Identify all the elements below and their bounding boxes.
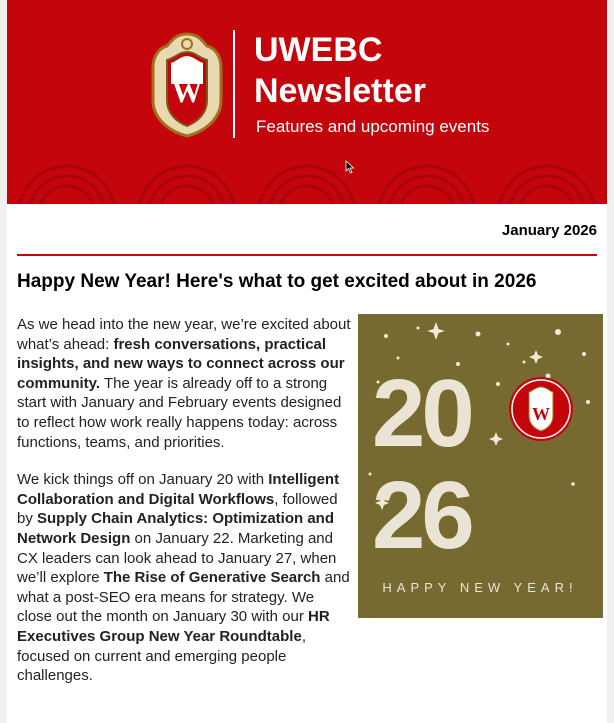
year-bottom-digits: 26 bbox=[372, 462, 471, 569]
event-name: HR Executives Group New Year Roundtable bbox=[17, 608, 330, 645]
crest-letter: W bbox=[172, 76, 202, 109]
intro-text-tail: The year is already off to a strong start with January and February events designed to reflect how work really happens today: across functions, teams, and priorities. bbox=[17, 374, 342, 451]
section-divider bbox=[17, 254, 597, 256]
event-name: Supply Chain Analytics: Optimization and Network Design bbox=[17, 510, 334, 547]
image-caption: HAPPY NEW YEAR! bbox=[382, 580, 578, 595]
event-name: The Rise of Generative Search bbox=[103, 569, 321, 587]
events-text: , followed by bbox=[17, 490, 338, 528]
year-top-digits: 20 bbox=[372, 360, 471, 467]
newsletter-header bbox=[7, 0, 607, 204]
article-headline: Happy New Year! Here's what to get excited about in 2026 bbox=[17, 271, 537, 292]
newsletter-subtitle: Features and upcoming events bbox=[256, 117, 490, 136]
intro-highlight: fresh conversations, practical insights, and new ways to connect across our community. bbox=[17, 335, 345, 392]
header-arc-pattern bbox=[7, 144, 607, 204]
mouse-pointer-icon bbox=[345, 160, 355, 174]
event-name: Intelligent Collaboration and Digital Workflows bbox=[17, 471, 340, 508]
uw-crest-logo bbox=[145, 30, 229, 138]
newsletter-email bbox=[7, 0, 607, 723]
events-text: , focused on current and emerging people challenges. bbox=[17, 627, 306, 685]
issue-date: January 2026 bbox=[501, 222, 597, 239]
image-crest-letter: W bbox=[532, 404, 550, 424]
happy-new-year-2026-image bbox=[358, 314, 603, 618]
image-crest-badge bbox=[509, 377, 573, 441]
header-divider bbox=[233, 30, 235, 138]
article-body bbox=[17, 315, 352, 704]
title-line-2: Newsletter bbox=[254, 72, 426, 110]
newsletter-title bbox=[254, 30, 426, 112]
events-text: on January 22. Marketing and CX leaders can look ahead to January 27, when we’ll explore bbox=[17, 529, 337, 587]
events-text: and what a post-SEO era means for strategy. We close out the month on January 30 with our bbox=[17, 569, 350, 626]
intro-text: As we head into the new year, we’re excited about what’s ahead: bbox=[17, 316, 351, 353]
events-paragraph bbox=[17, 470, 352, 686]
title-line-1: UWEBC bbox=[254, 31, 383, 69]
events-text: We kick things off on January 20 with bbox=[17, 471, 269, 489]
intro-paragraph bbox=[17, 315, 352, 452]
